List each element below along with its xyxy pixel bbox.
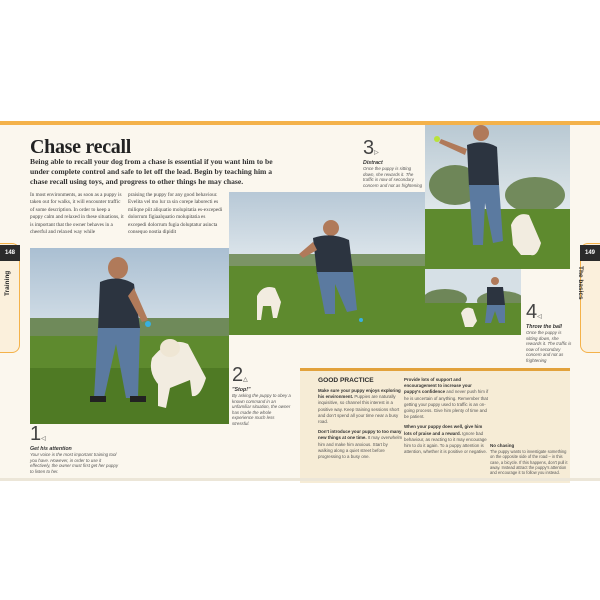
photo-get-attention	[30, 248, 229, 424]
tip-paragraph: When your puppy does well, give him lots of praise and a reward. Ignore bad behaviour, as reacting to it may encourage him to do it again. To a puppy attention is attention, whether it is positive or negative.	[404, 424, 487, 455]
caption-heading: No chasing	[490, 443, 515, 448]
photo-distract	[425, 125, 570, 269]
caption-body: The puppy wants to investigate something on the opposite side of the road – in this case, a bicycle. If this happens, don't pull it away. Instead attract the puppy's attention and encourage it to follow you instead.	[490, 449, 568, 476]
step-heading: Distract	[363, 160, 383, 166]
step-heading: Throw the ball	[526, 324, 562, 330]
step-heading: Get his attention	[30, 446, 72, 452]
step-number: 4	[526, 301, 538, 323]
body-text-column-2: praising the puppy for any good behaviour. Evelita vel mo lur ra sin corepe laborecti es miliqne piit aliquatio molupitatia es-excepedi dolorrum figiaalquatio molupitatia es excepedi dolorrum fugia doluptatur asincta consequo nostia dipidit	[128, 192, 223, 236]
arrow-icon: △	[243, 377, 248, 383]
step-number: 1	[30, 423, 42, 445]
tip-paragraph: Provide lots of support and encouragement to increase your puppy's confidence and never push him if he is uncertain of anything. Remember that getting your puppy used to traffic is an on-going process. Give him plenty of time and be patient.	[404, 377, 489, 420]
step-number: 2	[232, 364, 244, 386]
page-title: Chase recall	[30, 136, 132, 158]
tip-paragraph: Don't introduce your puppy to too many new things at one time. It may overwhelm him and make him anxious. Start by walking along a quiet street before progressing to a busy one.	[318, 429, 403, 460]
step-body: By asking the puppy to obey a known command in an unfamiliar situation, the owner has made the whole experience much less stressful.	[232, 393, 291, 426]
arrow-icon: ◁	[537, 314, 542, 320]
intro-text: Being able to recall your dog from a chase is essential if you want him to be under complete control and safe to let off the lead. Begin by teaching him a chase recall using toys, and progress to other things he may chase.	[30, 157, 273, 186]
chapter-label-basics: The basics	[577, 266, 584, 300]
arrow-icon: ◁	[41, 436, 46, 442]
step-2-caption	[232, 366, 292, 427]
step-body: Once the puppy is sitting down, she rewards it. The traffic is now of secondary concern and not as frightening	[363, 166, 423, 188]
good-practice-column-1	[318, 388, 403, 464]
step-heading: "Stop!"	[232, 387, 251, 393]
step-body: Once the puppy is sitting down, she rewards it. The traffic is now of secondary concern and not as frightening	[526, 330, 572, 363]
page-edge	[0, 478, 600, 481]
step-1-caption	[30, 425, 122, 474]
photo-throw-ball	[425, 269, 521, 335]
chapter-label-training: Training	[4, 270, 11, 296]
arrow-icon: ▷	[374, 150, 379, 156]
step-number: 3	[363, 137, 375, 159]
good-practice-title: GOOD PRACTICE	[318, 377, 374, 384]
good-practice-column-2	[404, 377, 489, 459]
step-3-caption	[363, 139, 423, 188]
no-chasing-caption	[490, 443, 570, 475]
page-number-right: 149	[580, 245, 600, 261]
step-body: Your voice is the most important training tool you have. However, in order to use it effectively, the owner must first get her puppy to listen to her.	[30, 452, 119, 474]
page-number-left: 148	[0, 245, 20, 261]
photo-stop-command	[229, 192, 425, 335]
book-spread	[0, 121, 600, 480]
tip-paragraph: Make sure your puppy enjoys exploring his environment. Puppies are naturally inquisitive, so channel this interest in a positive way. Keep training sessions short and don't spend all your time near a busy road.	[318, 388, 401, 425]
body-text-column-1: In most environments, as soon as a puppy is taken out for walks, it will encounter traffic of some description. In order to keep a puppy calm and relaxed in these situations, it is important that the owner behaves in a cheerful and relaxed way while	[30, 192, 124, 236]
step-4-caption	[526, 303, 574, 364]
